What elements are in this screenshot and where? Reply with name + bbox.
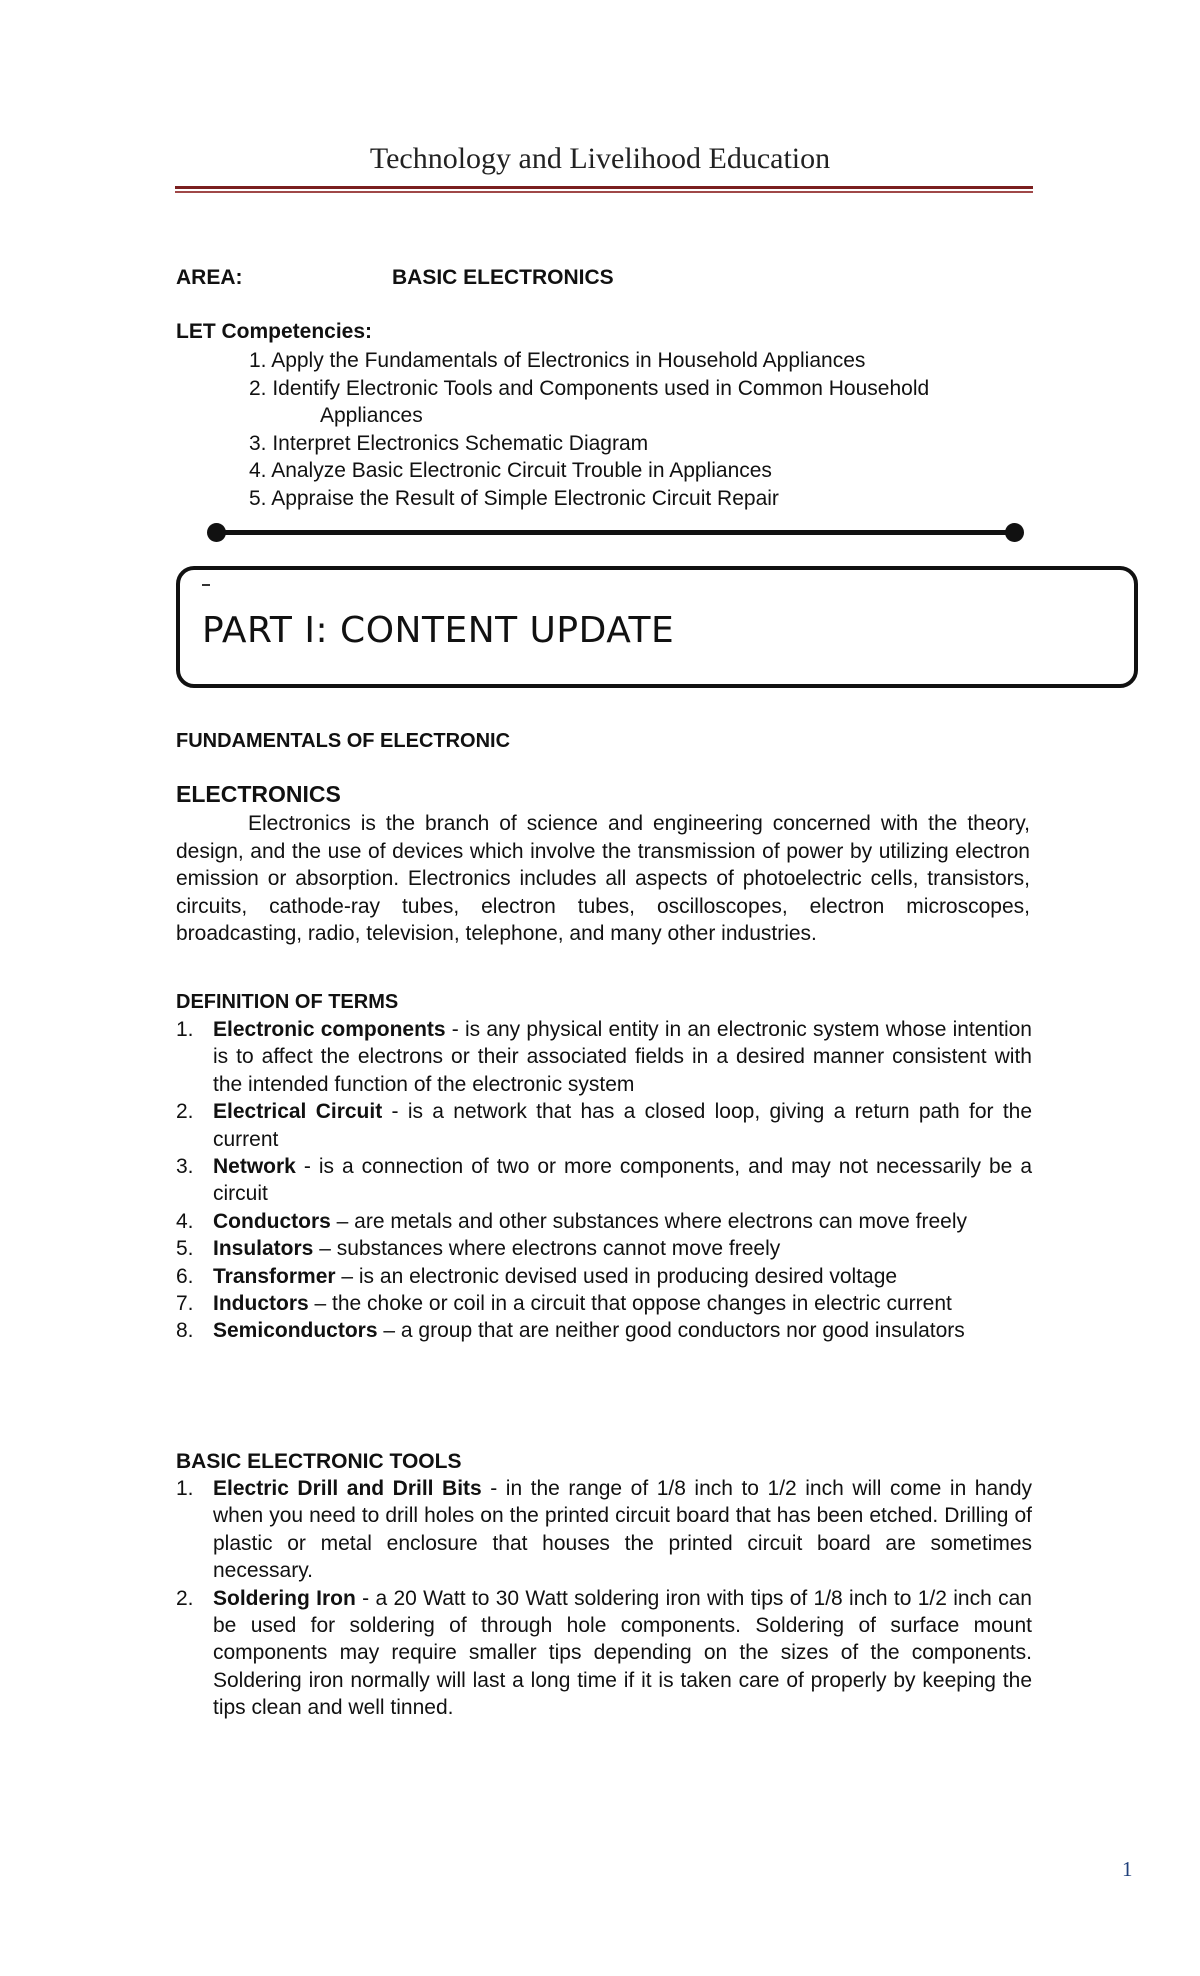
item-text — [213, 1235, 1032, 1262]
tools-heading: BASIC ELECTRONIC TOOLS — [176, 1450, 462, 1473]
item-description: – are metals and other substances where electrons can move freely — [330, 1209, 967, 1233]
electronics-paragraph: Electronics is the branch of science and engineering concerned with the theory, design, and the use of devices which involve the transmission of power by utilizing electron emission or absorption. Electronics includes all aspects of photoelectric cells, transistors, circuits, cathode-ray tubes, electron tubes, oscilloscopes, electron microscopes, broadcasting, radio, television, telephone, and many other industries. — [176, 812, 1030, 945]
page-number: 1 — [1122, 1857, 1133, 1881]
competency-item: 5. Appraise the Result of Simple Electronic Circuit Repair — [249, 486, 779, 510]
item-description: – is an electronic devised used in producing desired voltage — [335, 1264, 898, 1288]
competency-item-continuation: Appliances — [320, 404, 423, 427]
header-rule-thin — [175, 191, 1033, 193]
item-text — [213, 1153, 1032, 1208]
item-term: Transformer — [213, 1264, 336, 1288]
item-number: 5. — [176, 1237, 194, 1261]
item-text — [213, 1585, 1032, 1722]
item-term: Inductors — [213, 1292, 309, 1316]
item-text — [213, 1098, 1032, 1153]
running-header: Technology and Livelihood Education — [369, 142, 831, 175]
electronics-heading: ELECTRONICS — [176, 781, 341, 807]
definition-item — [176, 1290, 1032, 1317]
part-title: PART I: CONTENT UPDATE — [202, 610, 675, 651]
area-value: BASIC ELECTRONICS — [392, 266, 614, 289]
competencies-list — [249, 347, 1049, 512]
divider-line — [218, 530, 1015, 535]
definitions-list — [176, 1016, 1032, 1345]
item-text — [213, 1263, 1032, 1290]
item-number: 2. — [176, 1586, 194, 1610]
fundamentals-heading: FUNDAMENTALS OF ELECTRONIC — [176, 730, 511, 752]
definition-item — [176, 1263, 1032, 1290]
competencies-title: LET Competencies: — [176, 320, 373, 343]
item-number: 1. — [176, 1018, 194, 1041]
item-term: Insulators — [213, 1237, 314, 1261]
item-number: 6. — [176, 1264, 194, 1288]
item-term: Conductors — [213, 1209, 331, 1233]
item-number: 2. — [176, 1100, 194, 1124]
item-text — [213, 1208, 1032, 1235]
area-row — [176, 266, 614, 290]
area-label: AREA: — [176, 266, 243, 289]
item-description: - a 20 Watt to 30 Watt soldering iron with tips of 1/8 inch to 1/2 inch can be used for soldering of through hole components. Soldering of surface mount components may require smaller tips depending on the sizes of the components. Soldering iron normally will last a long time if it is taken care of properly by keeping the tips clean and well tinned. — [213, 1586, 1032, 1720]
divider-dot-right — [1005, 523, 1024, 542]
competency-item: 3. Interpret Electronics Schematic Diagram — [249, 431, 649, 455]
item-description: – a group that are neither good conductors nor good insulators — [377, 1319, 965, 1343]
item-description: – the choke or coil in a circuit that oppose changes in electric current — [308, 1292, 952, 1316]
item-text — [213, 1016, 1032, 1098]
competency-item: 2. Identify Electronic Tools and Components used in Common Household — [249, 376, 930, 400]
item-description: - in the range of 1/8 inch to 1/2 inch will come in handy when you need to drill holes on the printed circuit board that has been etched. Drilling of plastic or metal enclosure that houses the printed circuit board are sometimes necessary. — [213, 1477, 1032, 1583]
item-number: 3. — [176, 1155, 194, 1179]
part-title-box — [176, 566, 1138, 688]
header-rule — [175, 186, 1033, 189]
item-term: Soldering Iron — [213, 1586, 356, 1610]
tool-item — [176, 1475, 1032, 1585]
tool-item — [176, 1585, 1032, 1722]
definition-item — [176, 1098, 1032, 1153]
competency-item: 1. Apply the Fundamentals of Electronics in Household Appliances — [249, 349, 866, 372]
item-term: Semiconductors — [213, 1319, 378, 1343]
item-description: - is a network that has a closed loop, giving a return path for the current — [213, 1100, 1033, 1151]
competency-item: 4. Analyze Basic Electronic Circuit Trouble in Appliances — [249, 459, 772, 482]
definition-item — [176, 1235, 1032, 1262]
item-term: Electric Drill and Drill Bits — [213, 1477, 482, 1500]
item-term: Electronic components — [213, 1018, 446, 1041]
item-text — [213, 1290, 1032, 1317]
item-term: Electrical Circuit — [213, 1100, 383, 1124]
item-number: 1. — [176, 1477, 194, 1500]
tools-list — [176, 1475, 1032, 1722]
item-text — [213, 1475, 1032, 1585]
item-description: – substances where electrons cannot move freely — [313, 1237, 781, 1261]
item-description: - is a connection of two or more components, and may not necessarily be a circuit — [213, 1155, 1032, 1206]
definition-item — [176, 1153, 1032, 1208]
item-description: - is any physical entity in an electronic system whose intention is to affect the electrons or their associated fields in a desired manner consistent with the intended function of the electronic system — [213, 1018, 1032, 1096]
item-number: 8. — [176, 1319, 194, 1343]
item-text — [213, 1317, 1032, 1344]
definition-item — [176, 1016, 1032, 1098]
definition-item — [176, 1317, 1032, 1344]
definitions-heading: DEFINITION OF TERMS — [176, 991, 399, 1013]
part-mark — [202, 584, 210, 586]
item-number: 4. — [176, 1209, 194, 1233]
item-term: Network — [213, 1155, 296, 1179]
item-number: 7. — [176, 1292, 194, 1316]
definition-item — [176, 1208, 1032, 1235]
